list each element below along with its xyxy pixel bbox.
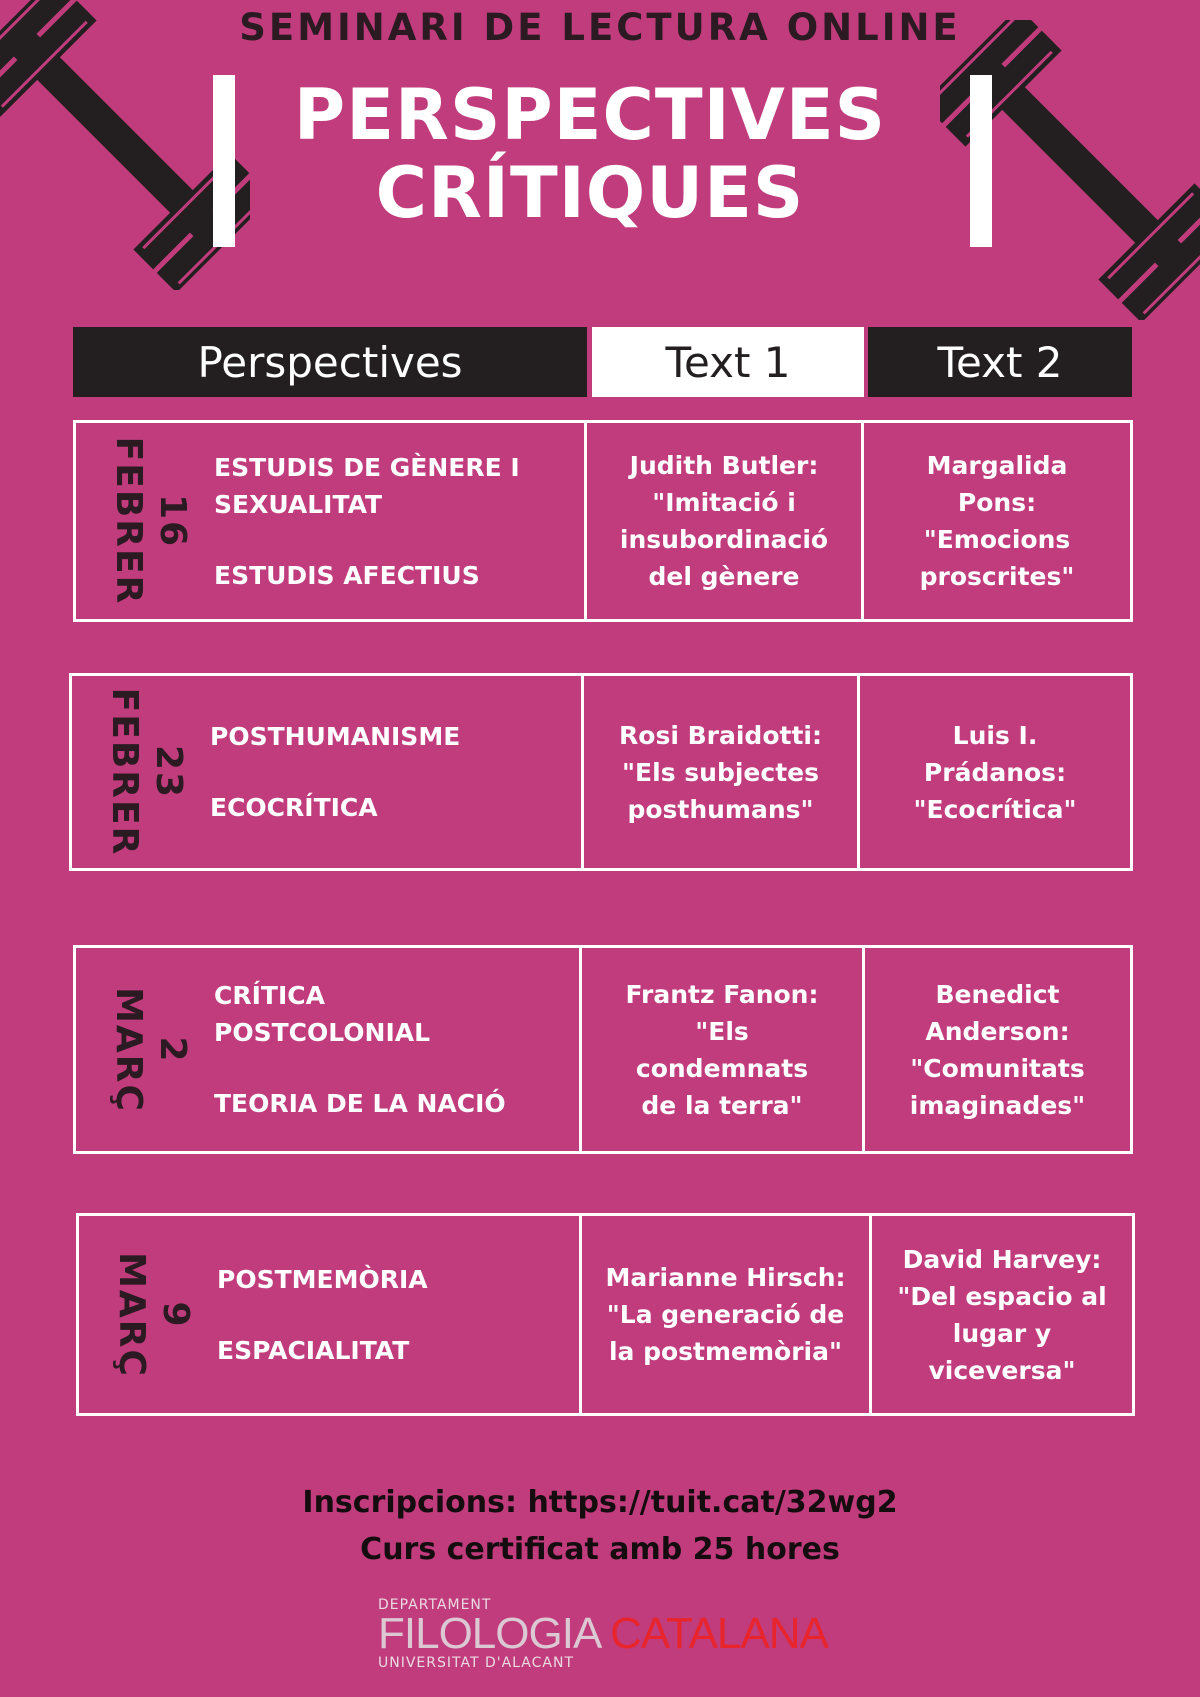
topic-item: ECOCRÍTICA bbox=[210, 793, 378, 822]
logo-word-2: CATALANA bbox=[610, 1609, 828, 1658]
session-row-2 bbox=[69, 673, 1133, 871]
session-row-3 bbox=[73, 945, 1133, 1154]
perspectives-cell bbox=[76, 423, 584, 619]
perspectives-cell bbox=[79, 1216, 579, 1413]
topic-item: POSTHUMANISME bbox=[210, 722, 461, 751]
session-row-1 bbox=[73, 420, 1133, 622]
text1-cell: Marianne Hirsch: "La generació de la postmemòria" bbox=[579, 1216, 869, 1413]
text1-cell: Judith Butler: "Imitació i insubordinació del gènere bbox=[584, 423, 861, 619]
title-line-2: CRÍTIQUES bbox=[375, 152, 805, 234]
certificate-note: Curs certificat amb 25 hores bbox=[360, 1532, 840, 1567]
logo-bottom-text: UNIVERSITAT D'ALACANT bbox=[378, 1655, 575, 1671]
topic-item: ESPACIALITAT bbox=[217, 1335, 410, 1365]
session-day: 16 bbox=[152, 493, 193, 549]
session-month: MARÇ bbox=[111, 1251, 152, 1378]
session-month: MARÇ bbox=[108, 986, 149, 1113]
session-day: 23 bbox=[148, 744, 189, 800]
registration-link[interactable]: Inscripcions: https://tuit.cat/32wg2 bbox=[302, 1485, 898, 1520]
column-header-perspectives: Perspectives bbox=[73, 327, 587, 397]
title-bar-left bbox=[213, 75, 235, 247]
topic-item: POSTMEMÒRIA bbox=[217, 1264, 428, 1294]
text2-cell: David Harvey: "Del espacio al lugar y viceversa" bbox=[869, 1216, 1132, 1413]
department-logo bbox=[378, 1597, 828, 1671]
perspectives-cell bbox=[76, 948, 579, 1151]
topic-list bbox=[214, 948, 569, 1151]
session-row-4 bbox=[76, 1213, 1135, 1416]
topic-item: CRÍTICA POSTCOLONIAL bbox=[214, 981, 431, 1047]
session-date bbox=[109, 1252, 197, 1378]
text2-cell: Luis I. Prádanos: "Ecocrítica" bbox=[857, 676, 1130, 868]
topic-list bbox=[217, 1216, 569, 1413]
kicker-text: SEMINARI DE LECTURA ONLINE bbox=[239, 6, 961, 49]
logo-top-text: DEPARTAMENT bbox=[378, 1597, 492, 1613]
perspectives-cell bbox=[72, 676, 581, 868]
topic-item: ESTUDIS AFECTIUS bbox=[214, 560, 480, 590]
text2-cell: Margalida Pons: "Emocions proscrites" bbox=[861, 423, 1130, 619]
session-day: 9 bbox=[155, 1300, 196, 1329]
logo-wordmark bbox=[378, 1609, 828, 1658]
topic-item: TEORIA DE LA NACIÓ bbox=[214, 1089, 506, 1118]
title-line-1: PERSPECTIVES bbox=[293, 74, 887, 156]
column-header-text1: Text 1 bbox=[592, 327, 864, 397]
session-date bbox=[102, 688, 190, 857]
session-date bbox=[106, 437, 194, 606]
session-month: FEBRER bbox=[108, 436, 149, 606]
session-month: FEBRER bbox=[104, 687, 145, 857]
session-date bbox=[106, 987, 194, 1113]
topic-list bbox=[210, 676, 571, 868]
text2-cell: Benedict Anderson: "Comunitats imaginades" bbox=[862, 948, 1130, 1151]
text1-cell: Frantz Fanon: "Els condemnats de la terra" bbox=[579, 948, 862, 1151]
title-bar-right bbox=[970, 75, 992, 247]
topic-item: ESTUDIS DE GÈNERE I SEXUALITAT bbox=[214, 452, 520, 519]
session-day: 2 bbox=[152, 1035, 193, 1064]
topic-list bbox=[214, 423, 574, 619]
logo-word-1: FILOLOGIA bbox=[378, 1609, 599, 1658]
text1-cell: Rosi Braidotti: "Els subjectes posthumans" bbox=[581, 676, 857, 868]
column-header-text2: Text 2 bbox=[868, 327, 1132, 397]
